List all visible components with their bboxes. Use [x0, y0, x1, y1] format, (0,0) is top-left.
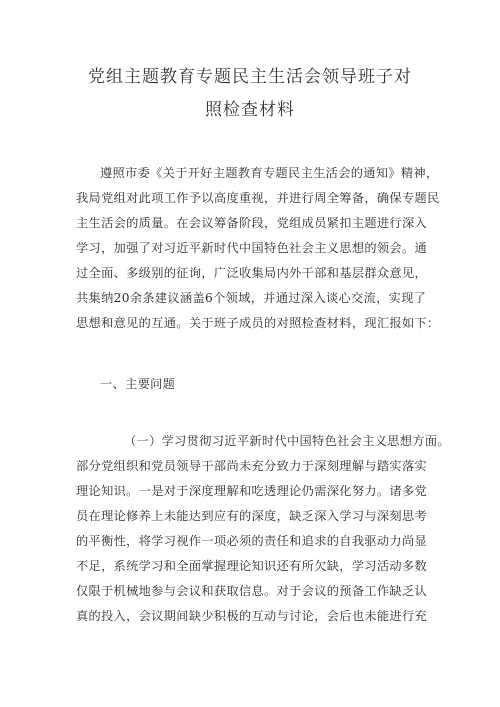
section-heading: 一、主要问题	[100, 377, 176, 391]
section-body-line: 真的投入，会议期间缺少积极的互动与讨论，会后也未能进行充	[76, 609, 428, 623]
intro-line: 遵照市委《关于开好主题教育专题民主生活会的通知》精神，	[100, 166, 439, 180]
section-body-line: 不足，系统学习和全面掌握理论知识还有所欠缺，学习活动多数	[76, 559, 428, 573]
section-body-line: 的平衡性，将学习视作一项必须的责任和追求的自我驱动力尚显	[76, 534, 428, 548]
section-body-line: 仅限于机械地参与会议和获取信息。对于会议的预备工作缺乏认	[76, 584, 428, 598]
intro-line: 主生活会的质量。在会议筹备阶段，党组成员紧扣主题进行深入	[76, 216, 428, 230]
intro-line: 共集纳20余条建议涵盖6个领域，并通过深入谈心交流，实现了	[76, 291, 427, 305]
section-body-line: 员在理论修养上未能达到应有的深度，缺乏深入学习与深刻思考	[76, 509, 428, 523]
section-body-line: 部分党组织和党员领导干部尚未充分致力于深刻理解与踏实落实	[76, 459, 428, 473]
section-body-line: （一）学习贯彻习近平新时代中国特色社会主义思想方面。	[124, 434, 450, 448]
intro-line: 学习，加强了对习近平新时代中国特色社会主义思想的领会。通	[76, 241, 428, 255]
section-body-line: 理论知识。一是对于深度理解和吃透理论仍需深化努力。诸多党	[76, 484, 428, 498]
document-title-line-1: 党组主题教育专题民主生活会领导班子对	[88, 67, 412, 87]
intro-line: 过全面、多级别的征询，广泛收集局内外干部和基层群众意见，	[76, 266, 428, 280]
intro-line: 思想和意见的互通。关于班子成员的对照检查材料，现汇报如下：	[76, 316, 440, 330]
document-title-line-2: 照检查材料	[205, 100, 295, 120]
intro-line: 我局党组对此项工作予以高度重视，并进行周全筹备，确保专题民	[76, 191, 440, 205]
